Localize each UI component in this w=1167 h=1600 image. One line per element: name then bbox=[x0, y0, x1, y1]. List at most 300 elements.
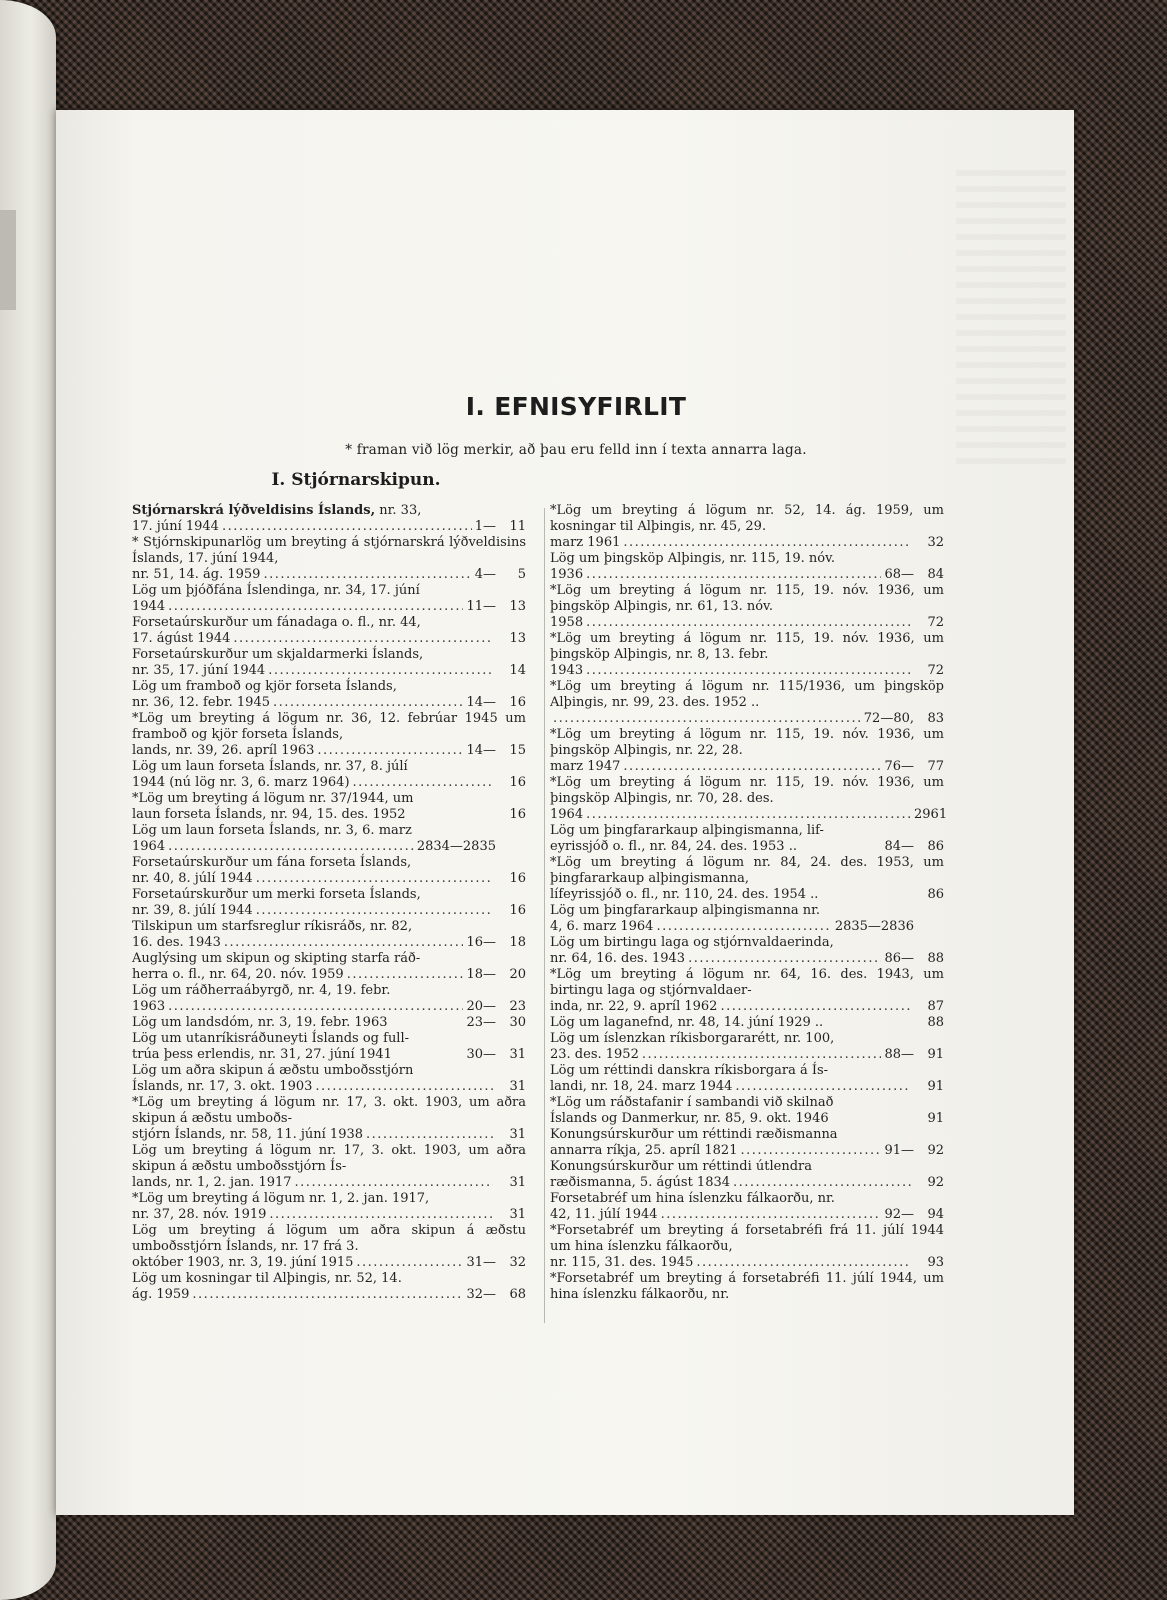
entry-date: nr. 115, 31. des. 1945 bbox=[550, 1255, 694, 1270]
index-entry bbox=[132, 1031, 526, 1063]
index-entry bbox=[550, 1127, 944, 1159]
page-start: 86— bbox=[884, 951, 914, 966]
entry-text bbox=[132, 1191, 526, 1207]
entry-page-line bbox=[132, 743, 526, 759]
page-start: 88— bbox=[884, 1047, 914, 1062]
page-start: 14— bbox=[466, 695, 496, 710]
entry-title: *Lög um breyting á lögum nr. 37/1944, um bbox=[132, 791, 414, 806]
entry-page-line bbox=[550, 1143, 944, 1159]
entry-page-line bbox=[550, 615, 944, 631]
entry-date: Íslands og Danmerkur, nr. 85, 9. okt. 1946 bbox=[550, 1111, 829, 1126]
entry-text bbox=[132, 791, 526, 807]
page-start: 4— bbox=[474, 567, 496, 582]
page-end: 13 bbox=[509, 599, 526, 614]
entry-bold-title: Stjórnarskrá lýðveldisins Íslands, bbox=[132, 503, 376, 518]
page-start: 72—80, bbox=[863, 711, 914, 726]
entry-text bbox=[132, 1271, 526, 1287]
entry-page-line bbox=[550, 759, 944, 775]
entry-text bbox=[132, 823, 526, 839]
index-entry bbox=[550, 631, 944, 679]
index-entry bbox=[132, 855, 526, 887]
entry-text bbox=[550, 503, 944, 535]
entry-text bbox=[132, 535, 526, 567]
entry-page-line bbox=[132, 631, 526, 647]
entry-date: nr. 39, 8. júlí 1944 bbox=[132, 903, 253, 918]
page-start: 14— bbox=[466, 743, 496, 758]
entry-page-line bbox=[550, 567, 944, 583]
page-end: 88 bbox=[927, 951, 944, 966]
dot-leader bbox=[168, 999, 463, 1015]
entry-text bbox=[132, 1031, 526, 1047]
entry-title: Forsetaúrskurður um fána forseta Íslands, bbox=[132, 855, 412, 870]
entry-page-line bbox=[550, 711, 944, 727]
entry-title: Lög um kosningar til Alþingis, nr. 52, 14. bbox=[132, 1271, 402, 1286]
entry-date: 1963 bbox=[132, 999, 166, 1014]
dot-leader bbox=[315, 1079, 493, 1095]
entry-title: *Lög um ráðstafanir í sambandi við skilnað bbox=[550, 1095, 834, 1110]
entry-date: 23. des. 1952 bbox=[550, 1047, 639, 1062]
index-entry bbox=[550, 935, 944, 967]
entry-title: *Lög um breyting á lögum nr. 1, 2. jan. 1917, bbox=[132, 1191, 430, 1206]
page-end: 16 bbox=[509, 695, 526, 710]
dot-leader bbox=[356, 1255, 463, 1271]
entry-page-line bbox=[550, 1015, 944, 1031]
page-end: 11 bbox=[509, 519, 526, 534]
entry-text bbox=[132, 983, 526, 999]
entry-text bbox=[550, 1271, 944, 1303]
entry-text bbox=[550, 935, 944, 951]
entry-date: 1944 (nú lög nr. 3, 6. marz 1964) bbox=[132, 775, 350, 790]
entry-page-line bbox=[132, 1015, 526, 1031]
dot-leader bbox=[642, 1047, 882, 1063]
entry-date: trúa þess erlendis, nr. 31, 27. júní 1941 bbox=[132, 1047, 392, 1062]
entry-text bbox=[550, 903, 944, 919]
entry-title: Lög um laun forseta Íslands, nr. 37, 8. júlí bbox=[132, 759, 408, 774]
entry-date: herra o. fl., nr. 64, 20. nóv. 1959 bbox=[132, 967, 344, 982]
entry-page-line bbox=[550, 1079, 944, 1095]
entry-page-line bbox=[550, 535, 944, 551]
page-end: 68 bbox=[509, 1287, 526, 1302]
page-title: I. EFNISYFIRLIT bbox=[465, 392, 687, 421]
page-end: 86 bbox=[927, 839, 944, 854]
dot-leader bbox=[688, 951, 881, 967]
facing-page-edge bbox=[0, 0, 56, 1600]
entry-text bbox=[550, 551, 944, 567]
dot-leader bbox=[168, 839, 414, 855]
page-start: 16— bbox=[466, 935, 496, 950]
page-start: 1— bbox=[474, 519, 496, 534]
index-entry bbox=[550, 1015, 944, 1031]
entry-text bbox=[132, 647, 526, 663]
entry-page-line bbox=[550, 887, 944, 903]
entry-title: Lög um íslenzkan ríkisborgararétt, nr. 100, bbox=[550, 1031, 835, 1046]
index-entry bbox=[132, 503, 526, 535]
entry-title: * Stjórnskipunarlög um breyting á stjórnarskrá lýðveldisins Íslands, 17. júní 1944, bbox=[132, 535, 526, 566]
page-end: 16 bbox=[509, 903, 526, 918]
entry-text bbox=[132, 1095, 526, 1127]
entry-page-line bbox=[550, 919, 944, 935]
page-start: 18— bbox=[466, 967, 496, 982]
index-entry bbox=[132, 1143, 526, 1191]
dot-leader bbox=[273, 695, 463, 711]
dot-leader bbox=[295, 1175, 493, 1191]
entry-title: *Lög um breyting á lögum nr. 52, 14. ág. 1959, um kosningar til Alþingis, nr. 45, 29. bbox=[550, 503, 944, 534]
entry-title: Lög um réttindi danskra ríkisborgara á Ís- bbox=[550, 1063, 829, 1078]
right-column bbox=[550, 503, 948, 1303]
entry-date: lífeyrissjóð o. fl., nr. 110, 24. des. 1954 .. bbox=[550, 887, 819, 902]
index-entry bbox=[550, 1063, 944, 1095]
entry-date: 1964 bbox=[550, 807, 584, 822]
entry-page-line bbox=[132, 839, 526, 855]
page-tab-marker bbox=[0, 210, 16, 310]
entry-date: 42, 11. júlí 1944 bbox=[550, 1207, 658, 1222]
entry-page-line bbox=[550, 1207, 944, 1223]
entry-page-line bbox=[550, 1111, 944, 1127]
dot-leader bbox=[656, 919, 831, 935]
page-start: 92— bbox=[884, 1207, 914, 1222]
column-divider bbox=[544, 508, 545, 1323]
entry-page-line bbox=[132, 663, 526, 679]
page-end: 16 bbox=[509, 807, 526, 822]
page-end: 31 bbox=[509, 1079, 526, 1094]
entry-date: 1964 bbox=[132, 839, 166, 854]
entry-text bbox=[132, 855, 526, 871]
section-heading: I. Stjórnarskipun. bbox=[271, 470, 441, 490]
dot-leader bbox=[623, 759, 881, 775]
page-end: 91 bbox=[927, 1047, 944, 1062]
index-entry bbox=[132, 823, 526, 855]
dot-leader bbox=[168, 599, 463, 615]
index-entry bbox=[550, 967, 944, 1015]
entry-page-line bbox=[132, 775, 526, 791]
left-column bbox=[132, 503, 526, 1303]
page-start: 68— bbox=[884, 567, 914, 582]
entry-page-line bbox=[132, 1047, 526, 1063]
entry-title: Lög um utanríkisráðuneyti Íslands og full- bbox=[132, 1031, 410, 1046]
entry-text bbox=[132, 583, 526, 599]
index-entry bbox=[132, 759, 526, 791]
entry-date: 1958 bbox=[550, 615, 584, 630]
entry-page-line bbox=[132, 1287, 526, 1303]
entry-title: *Forsetabréf um breyting á forsetabréfi frá 11. júlí 1944 um hina íslenzku fálkaorðu, bbox=[550, 1223, 944, 1254]
entry-text bbox=[132, 1143, 526, 1175]
entry-date: eyrissjóð o. fl., nr. 84, 24. des. 1953 .. bbox=[550, 839, 797, 854]
index-entry bbox=[550, 503, 944, 551]
index-entry bbox=[132, 951, 526, 983]
index-entry bbox=[132, 679, 526, 711]
entry-text bbox=[132, 887, 526, 903]
entry-text bbox=[132, 1063, 526, 1079]
page-end: 91 bbox=[927, 1079, 944, 1094]
page-end: 91 bbox=[927, 1111, 944, 1126]
entry-title: Forsetaúrskurður um fánadaga o. fl., nr. 44, bbox=[132, 615, 421, 630]
index-entry bbox=[550, 1031, 944, 1063]
index-entry bbox=[132, 1271, 526, 1303]
page-end: 87 bbox=[927, 999, 944, 1014]
entry-title: Lög um birtingu laga og stjórnvaldaerinda, bbox=[550, 935, 834, 950]
entry-page-line bbox=[132, 1175, 526, 1191]
entry-text bbox=[550, 1191, 944, 1207]
page-end: 32 bbox=[509, 1255, 526, 1270]
entry-title: Lög um þingfararkaup alþingismanna, lif- bbox=[550, 823, 824, 838]
page-end: 31 bbox=[509, 1207, 526, 1222]
entry-page-line bbox=[132, 903, 526, 919]
entry-text bbox=[550, 1127, 944, 1143]
page-start: 23— bbox=[466, 1015, 496, 1030]
index-entry bbox=[132, 1015, 526, 1031]
page-start: 76— bbox=[884, 759, 914, 774]
entry-page-line bbox=[132, 871, 526, 887]
page-end: 84 bbox=[927, 567, 944, 582]
entry-text bbox=[132, 1223, 526, 1255]
page-end: 30 bbox=[509, 1015, 526, 1030]
entry-title: *Lög um breyting á lögum nr. 115, 19. nóv. 1936, um þingsköp Alþingis, nr. 22, 28. bbox=[550, 727, 944, 758]
entry-text bbox=[132, 615, 526, 631]
entry-date: nr. 36, 12. febr. 1945 bbox=[132, 695, 270, 710]
page-start: 32— bbox=[466, 1287, 496, 1302]
entry-text bbox=[132, 711, 526, 743]
entry-title: *Lög um breyting á lögum nr. 115, 19. nóv. 1936, um þingsköp Alþingis, nr. 61, 13. nóv. bbox=[550, 583, 944, 614]
entry-date: nr. 40, 8. júlí 1944 bbox=[132, 871, 253, 886]
entry-text bbox=[550, 583, 944, 615]
entry-date: 1944 bbox=[132, 599, 166, 614]
dot-leader bbox=[733, 1175, 911, 1191]
index-entry bbox=[550, 1159, 944, 1191]
index-entry bbox=[132, 711, 526, 759]
entry-text bbox=[132, 503, 526, 519]
page-start: 2834—2835 bbox=[416, 839, 496, 854]
entry-title: *Lög um breyting á lögum nr. 64, 16. des. 1943, um birtingu laga og stjórnvaldaer- bbox=[550, 967, 944, 998]
index-entry bbox=[550, 855, 944, 903]
page-start: 11— bbox=[466, 599, 496, 614]
entry-title: *Lög um breyting á lögum nr. 115, 19. nóv. 1936, um þingsköp Alþingis, nr. 70, 28. des. bbox=[550, 775, 944, 806]
entry-text bbox=[550, 727, 944, 759]
page-end: 23 bbox=[509, 999, 526, 1014]
page-start: 91— bbox=[884, 1143, 914, 1158]
dot-leader bbox=[586, 807, 911, 823]
dot-leader bbox=[586, 663, 911, 679]
dot-leader bbox=[586, 615, 911, 631]
entry-date: 4, 6. marz 1964 bbox=[550, 919, 654, 934]
index-entry bbox=[550, 679, 944, 727]
page-end: 16 bbox=[509, 871, 526, 886]
entry-text bbox=[132, 759, 526, 775]
entry-title: Lög um ráðherraábyrgð, nr. 4, 19. febr. bbox=[132, 983, 391, 998]
asterisk-note: * framan við lög merkir, að þau eru felld inn í texta annarra laga. bbox=[345, 442, 807, 458]
entry-date: 1943 bbox=[550, 663, 584, 678]
entry-title: *Lög um breyting á lögum nr. 36, 12. febrúar 1945 um framboð og kjör forseta Íslands, bbox=[132, 711, 526, 742]
page-end: 2961 bbox=[914, 807, 948, 822]
entry-page-line bbox=[550, 663, 944, 679]
entry-date: 17. ágúst 1944 bbox=[132, 631, 231, 646]
page-end: 92 bbox=[927, 1175, 944, 1190]
index-entry bbox=[132, 1223, 526, 1271]
entry-title: Auglýsing um skipun og skipting starfa ráð- bbox=[132, 951, 421, 966]
page-end: 20 bbox=[509, 967, 526, 982]
entry-page-line bbox=[132, 935, 526, 951]
entry-page-line bbox=[550, 951, 944, 967]
dot-leader bbox=[347, 967, 464, 983]
index-entry bbox=[132, 887, 526, 919]
entry-page-line bbox=[132, 1255, 526, 1271]
entry-title: Lög um aðra skipun á æðstu umboðsstjórn bbox=[132, 1063, 414, 1078]
index-entry bbox=[550, 775, 948, 823]
page-start: 30— bbox=[466, 1047, 496, 1062]
entry-title: Lög um breyting á lögum um aðra skipun á æðstu umboðsstjórn Íslands, nr. 17 frá 3. bbox=[132, 1223, 526, 1254]
entry-date: 16. des. 1943 bbox=[132, 935, 221, 950]
entry-date: lands, nr. 1, 2. jan. 1917 bbox=[132, 1175, 292, 1190]
index-entry bbox=[132, 615, 526, 647]
entry-date: inda, nr. 22, 9. apríl 1962 bbox=[550, 999, 718, 1014]
entry-text bbox=[550, 967, 944, 999]
page-end: 18 bbox=[509, 935, 526, 950]
index-entry bbox=[132, 647, 526, 679]
entry-date: ræðismanna, 5. ágúst 1834 bbox=[550, 1175, 731, 1190]
dot-leader bbox=[192, 1287, 463, 1303]
entry-page-line bbox=[550, 807, 948, 823]
index-entry bbox=[550, 583, 944, 631]
dot-leader bbox=[740, 1143, 881, 1159]
entry-date: október 1903, nr. 3, 19. júní 1915 bbox=[132, 1255, 354, 1270]
entry-text bbox=[550, 775, 944, 807]
entry-title: *Lög um breyting á lögum nr. 115, 19. nóv. 1936, um þingsköp Alþingis, nr. 8, 13. febr. bbox=[550, 631, 944, 662]
entry-date: nr. 35, 17. júní 1944 bbox=[132, 663, 266, 678]
entry-date: marz 1947 bbox=[550, 759, 621, 774]
page-end: 31 bbox=[509, 1127, 526, 1142]
entry-page-line bbox=[132, 519, 526, 535]
index-entry bbox=[550, 1095, 944, 1127]
index-entry bbox=[550, 1271, 944, 1303]
entry-date: Lög um landsdóm, nr. 3, 19. febr. 1963 bbox=[132, 1015, 388, 1030]
entry-date: landi, nr. 18, 24. marz 1944 bbox=[550, 1079, 733, 1094]
dot-leader bbox=[353, 775, 493, 791]
page-end: 88 bbox=[927, 1015, 944, 1030]
page-end: 13 bbox=[509, 631, 526, 646]
entry-text bbox=[132, 919, 526, 935]
page-end: 31 bbox=[509, 1047, 526, 1062]
entry-text bbox=[132, 951, 526, 967]
page-end: 31 bbox=[509, 1175, 526, 1190]
entry-page-line bbox=[550, 1175, 944, 1191]
entry-date: lands, nr. 39, 26. apríl 1963 bbox=[132, 743, 315, 758]
dot-leader bbox=[268, 663, 493, 679]
entry-page-line bbox=[550, 1047, 944, 1063]
dot-leader bbox=[366, 1127, 493, 1143]
show-through-text bbox=[956, 170, 1066, 470]
entry-title: Lög um þjóðfána Íslendinga, nr. 34, 17. júní bbox=[132, 583, 420, 598]
entry-title: Lög um laun forseta Íslands, nr. 3, 6. marz bbox=[132, 823, 412, 838]
dot-leader bbox=[720, 999, 911, 1015]
entry-title: Lög um breyting á lögum nr. 17, 3. okt. 1903, um aðra skipun á æðstu umboðsstjórn Ís- bbox=[132, 1143, 526, 1174]
entry-text bbox=[550, 1159, 944, 1175]
index-entry bbox=[550, 823, 944, 855]
entry-title: Forsetaúrskurður um merki forseta Íslands, bbox=[132, 887, 421, 902]
entry-date: nr. 51, 14. ág. 1959 bbox=[132, 567, 261, 582]
entry-title: Konungsúrskurður um réttindi útlendra bbox=[550, 1159, 813, 1174]
page-end: 86 bbox=[927, 887, 944, 902]
index-entry bbox=[132, 1095, 526, 1143]
dot-leader bbox=[696, 1255, 911, 1271]
index-entry bbox=[132, 535, 526, 583]
entry-title: Lög um framboð og kjör forseta Íslands, bbox=[132, 679, 397, 694]
book-page bbox=[56, 110, 1074, 1515]
entry-text bbox=[550, 679, 944, 711]
dot-leader bbox=[222, 519, 472, 535]
index-entry bbox=[132, 919, 526, 951]
dot-leader bbox=[586, 567, 881, 583]
page-end: 5 bbox=[517, 567, 526, 582]
entry-page-line bbox=[132, 1207, 526, 1223]
dot-leader bbox=[735, 1079, 911, 1095]
entry-page-line bbox=[132, 967, 526, 983]
entry-date: 1936 bbox=[550, 567, 584, 582]
page-start: 20— bbox=[466, 999, 496, 1014]
entry-text bbox=[550, 823, 944, 839]
page-start: 31— bbox=[466, 1255, 496, 1270]
entry-title: *Lög um breyting á lögum nr. 115/1936, um þingsköp Alþingis, nr. 99, 23. des. 1952 .. bbox=[550, 679, 944, 710]
entry-date: ág. 1959 bbox=[132, 1287, 190, 1302]
page-end: 16 bbox=[509, 775, 526, 790]
entry-date: nr. 64, 16. des. 1943 bbox=[550, 951, 686, 966]
entry-date: marz 1961 bbox=[550, 535, 621, 550]
page-end: 72 bbox=[927, 615, 944, 630]
dot-leader bbox=[623, 535, 911, 551]
index-entry bbox=[132, 583, 526, 615]
page-start: 84— bbox=[884, 839, 914, 854]
index-entry bbox=[550, 903, 944, 935]
entry-title: Konungsúrskurður um réttindi ræðismanna bbox=[550, 1127, 838, 1142]
entry-text bbox=[550, 1223, 944, 1255]
entry-title: nr. 33, bbox=[375, 503, 422, 518]
entry-date: stjórn Íslands, nr. 58, 11. júní 1938 bbox=[132, 1127, 364, 1142]
entry-title: Lög um þingfararkaup alþingismanna nr. bbox=[550, 903, 821, 918]
entry-date: Íslands, nr. 17, 3. okt. 1903 bbox=[132, 1079, 313, 1094]
dot-leader bbox=[553, 711, 861, 727]
entry-date: 17. júní 1944 bbox=[132, 519, 219, 534]
page-end: 77 bbox=[927, 759, 944, 774]
entry-title: Tilskipun um starfsreglur ríkisráðs, nr. 82, bbox=[132, 919, 413, 934]
entry-text bbox=[550, 1031, 944, 1047]
entry-title: *Lög um breyting á lögum nr. 84, 24. des. 1953, um þingfararkaup alþingismanna, bbox=[550, 855, 944, 886]
dot-leader bbox=[661, 1207, 882, 1223]
entry-text bbox=[550, 855, 944, 887]
index-entry bbox=[550, 1223, 944, 1271]
index-entry bbox=[550, 551, 944, 583]
dot-leader bbox=[269, 1207, 493, 1223]
entry-date: nr. 37, 28. nóv. 1919 bbox=[132, 1207, 267, 1222]
entry-text bbox=[550, 1095, 944, 1111]
entry-title: *Forsetabréf um breyting á forsetabréfi 11. júlí 1944, um hina íslenzku fálkaorðu, nr. bbox=[550, 1271, 944, 1302]
page-end: 83 bbox=[927, 711, 944, 726]
entry-page-line bbox=[550, 1255, 944, 1271]
page-end: 93 bbox=[927, 1255, 944, 1270]
entry-page-line bbox=[550, 999, 944, 1015]
dot-leader bbox=[256, 903, 493, 919]
page-start: 2835—2836 bbox=[834, 919, 914, 934]
index-entry bbox=[132, 791, 526, 823]
entry-text bbox=[550, 1063, 944, 1079]
index-entry bbox=[132, 1191, 526, 1223]
entry-date: Lög um laganefnd, nr. 48, 14. júní 1929 .. bbox=[550, 1015, 824, 1030]
index-entry bbox=[550, 727, 944, 775]
page-end: 32 bbox=[927, 535, 944, 550]
dot-leader bbox=[256, 871, 493, 887]
page-end: 94 bbox=[927, 1207, 944, 1222]
dot-leader bbox=[317, 743, 463, 759]
dot-leader bbox=[224, 935, 464, 951]
dot-leader bbox=[263, 567, 471, 583]
entry-text bbox=[550, 631, 944, 663]
